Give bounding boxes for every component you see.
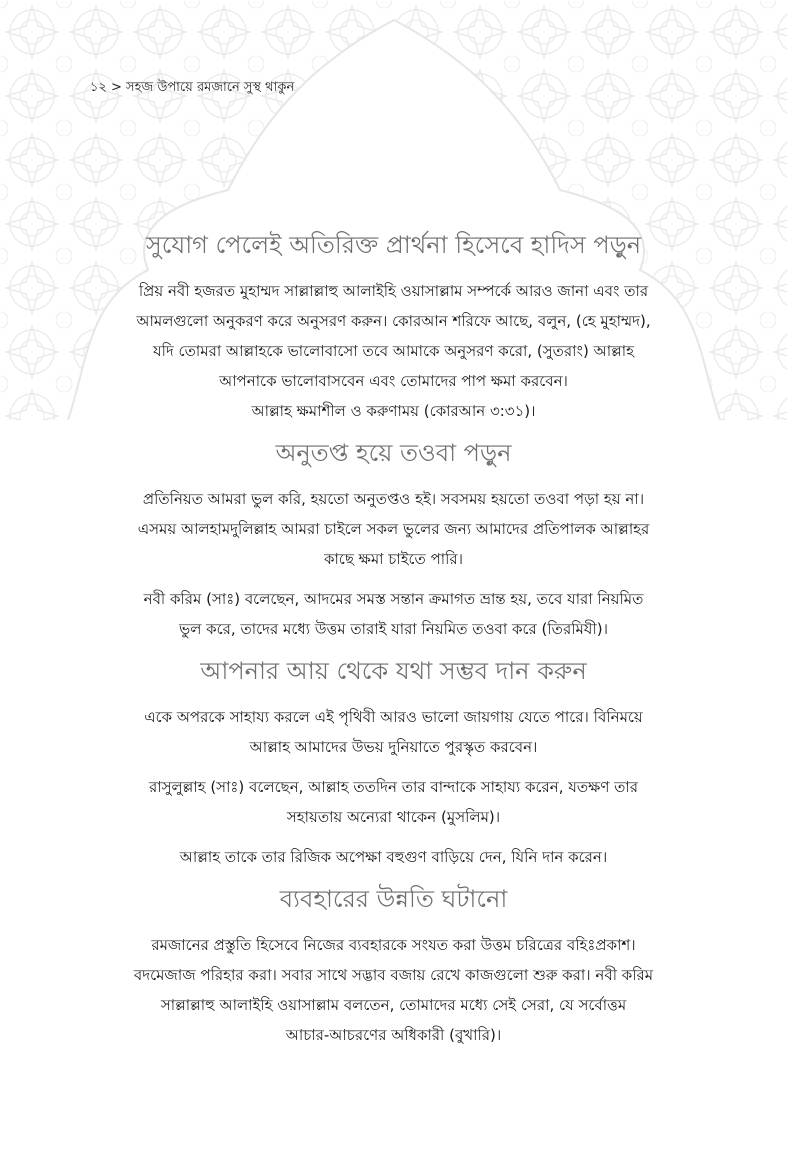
- running-header: ১২ > সহজ উপায়ে রমজানে সুস্থ থাকুন: [90, 80, 295, 95]
- text-line: প্রিয় নবী হজরত মুহাম্মদ সাল্লাল্লাহু আলাইহি ওয়াসাল্লাম সম্পর্কে আরও জানা এবং তার: [138, 282, 649, 300]
- paragraph-charity-3: [70, 842, 717, 872]
- page-content: [70, 228, 717, 1060]
- paragraph-charity-2: [70, 772, 717, 832]
- section-title-tawba: অনুতপ্ত হয়ে তওবা পড়ুন: [275, 439, 512, 467]
- text-line: ভুল করে, তাদের মধ্যে উত্তম তারাই যারা নিয়মিত তওবা করে (তিরমিযী)।: [179, 620, 608, 638]
- text-line: আপনাকে ভালোবাসবেন এবং তোমাদের পাপ ক্ষমা করবেন।: [219, 372, 568, 390]
- text-line: একে অপরকে সাহায্য করলে এই পৃথিবী আরও ভালো জায়গায় যেতে পারে। বিনিময়ে: [144, 708, 643, 726]
- text-line: রমজানের প্রস্তুতি হিসেবে নিজের ব্যবহারকে সংযত করা উত্তম চরিত্রের বহিঃপ্রকাশ।: [151, 936, 636, 954]
- text-line: রাসুলুল্লাহ (সাঃ) বলেছেন, আল্লাহ ততদিন তার বান্দাকে সাহায্য করেন, যতক্ষণ তার: [148, 778, 639, 796]
- text-line: আল্লাহ আমাদের উভয় দুনিয়াতে পুরস্কৃত করবেন।: [249, 738, 538, 756]
- text-line: কাছে ক্ষমা চাইতে পারি।: [323, 550, 464, 568]
- text-line: সাল্লাল্লাহু আলাইহি ওয়াসাল্লাম বলতেন, তোমাদের মধ্যে সেই সেরা, যে সর্বোত্তম: [160, 996, 627, 1014]
- paragraph-tawba-1: [70, 484, 717, 574]
- text-line: আল্লাহ তাকে তার রিজিক অপেক্ষা বহুগুণ বাড়িয়ে দেন, যিনি দান করেন।: [179, 848, 608, 866]
- section-title-hadith: সুযোগ পেলেই অতিরিক্ত প্রার্থনা হিসেবে হাদিস পড়ুন: [145, 231, 642, 259]
- section-title-behavior: ব্যবহারের উন্নতি ঘটানো: [279, 885, 508, 913]
- section-title-charity: আপনার আয় থেকে যথা সম্ভব দান করুন: [200, 657, 587, 685]
- text-line: প্রতিনিয়ত আমরা ভুল করি, হয়তো অনুতপ্তও হই। সবসময় হয়তো তওবা পড়া হয় না।: [142, 490, 645, 508]
- text-line: আমলগুলো অনুকরণ করে অনুসরণ করুন। কোরআন শরিফে আছে, বলুন, (হে মুহাম্মদ),: [136, 312, 651, 330]
- text-line: যদি তোমরা আল্লাহকে ভালোবাসো তবে আমাকে অনুসরণ করো, (সুতরাং) আল্লাহ: [152, 342, 635, 360]
- text-line: এসময় আলহামদুলিল্লাহ আমরা চাইলে সকল ভুলের জন্য আমাদের প্রতিপালক আল্লাহর: [137, 520, 650, 538]
- text-line: সহায়তায় অন্যেরা থাকেন (মুসলিম)।: [286, 808, 501, 826]
- paragraph-tawba-2: [70, 584, 717, 644]
- paragraph-behavior: [70, 930, 717, 1050]
- text-line: বদমেজাজ পরিহার করা। সবার সাথে সদ্ভাব বজায় রেখে কাজগুলো শুরু করা। নবী করিম: [133, 966, 654, 984]
- paragraph-charity-1: [70, 702, 717, 762]
- text-line: আল্লাহ ক্ষমাশীল ও করুণাময় (কোরআন ৩:৩১)।: [251, 402, 536, 420]
- text-line: নবী করিম (সাঃ) বলেছেন, আদমের সমস্ত সন্তান ক্রমাগত ভ্রান্ত হয়, তবে যারা নিয়মিত: [143, 590, 644, 608]
- paragraph-hadith: [70, 276, 717, 426]
- text-line: আচার-আচরণের অধিকারী (বুখারি)।: [285, 1026, 502, 1044]
